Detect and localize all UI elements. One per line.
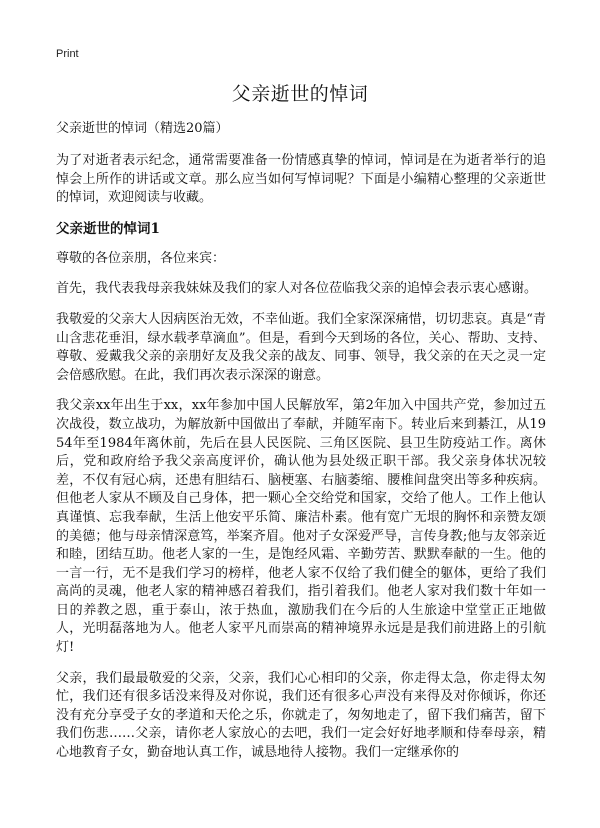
print-label[interactable]: Print (56, 48, 79, 60)
thanks-paragraph: 首先，我代表我母亲我妹妹及我们的家人对各位莅临我父亲的追悼会表示衷心感谢。 (56, 281, 538, 297)
body-paragraph: 我敬爱的父亲大人因病医治无效，不幸仙逝。我们全家深深痛惜，切切悲哀。真是“青山含悲花垂泪，绿水载孝草滴血”。但是，看到今天到场的各位，关心、帮助、支持、尊敬、爱戴我父亲的亲朋好友及我父亲的战友、同事、领导，我父亲的在天之灵一定会倍感欣慰。在此，我们再次表示深深的谢意。 (56, 311, 546, 383)
document-title: 父亲逝世的悼词 (231, 83, 369, 105)
salutation-paragraph: 尊敬的各位亲朋，各位来宾： (56, 250, 226, 266)
document-body (56, 120, 546, 775)
farewell-paragraph: 父亲，我们最最敬爱的父亲，父亲，我们心心相印的父亲，你走得太急，你走得太匆忙，我们还有很多话没来得及对你说，我们还有很多心声没有来得及对你倾诉，你还没有充分享受子女的孝道和天伦之乐，你就走了，匆匆地走了，留下我们痛苦，留下我们伤悲……父亲，请你老人家放心的去吧，我们一定会好好地孝顺和侍奉母亲，精心地教育子女，勤奋地认真工作，诚恳地待人接物。我们一定继承你的 (56, 670, 546, 761)
section-heading: 父亲逝世的悼词1 (56, 220, 160, 237)
document-subtitle: 父亲逝世的悼词（精选20篇） (56, 121, 229, 136)
biography-paragraph: 我父亲xx年出生于xx，xx年参加中国人民解放军，第2年加入中国共产党，参加过五次战役，数立战功，为解放新中国做出了奉献，并随军南下。转业后来到綦江，从1954年至1984年离休前，先后在县人民医院、三角区医院、县卫生防疫站工作。离休后，党和政府给予我父亲高度评价，确认他为县处级正职干部。我父亲身体状况较差，不仅有冠心病，还患有胆结石、脑梗塞、右脑萎缩、腰椎间盘突出等多种疾病。但他老人家从不顾及自己身体，把一颗心全交给党和国家，交给了他人。工作上他认真谨慎、忘我奉献，生活上他安平乐简、廉洁朴素。他有宽广无垠的胸怀和亲赞友颂的美德；他与母亲情深意笃，举案齐眉。他对子女深爱严导，言传身教;他与友邻亲近和睦，团结互助。他老人家的一生，是饱经风霜、辛勤劳苦、默默奉献的一生。他的一言一行，无不是我们学习的榜样，他老人家不仅给了我们健全的躯体，更给了我们高尚的灵魂，他老人家的精神感召着我们，指引着我们。他老人家对我们数十年如一日的养教之恩，重于泰山，浓于热血，激励我们在今后的人生旅途中堂堂正正地做人，光明磊落地为人。他老人家平凡而崇高的精神境界永远是是我们前进路上的引航灯! (56, 398, 546, 656)
intro-paragraph: 为了对逝者表示纪念，通常需要准备一份情感真挚的悼词，悼词是在为逝者举行的追悼会上所作的讲话或文章。那么应当如何写悼词呢？下面是小编精心整理的父亲逝世的悼词，欢迎阅读与收藏。 (56, 153, 546, 206)
